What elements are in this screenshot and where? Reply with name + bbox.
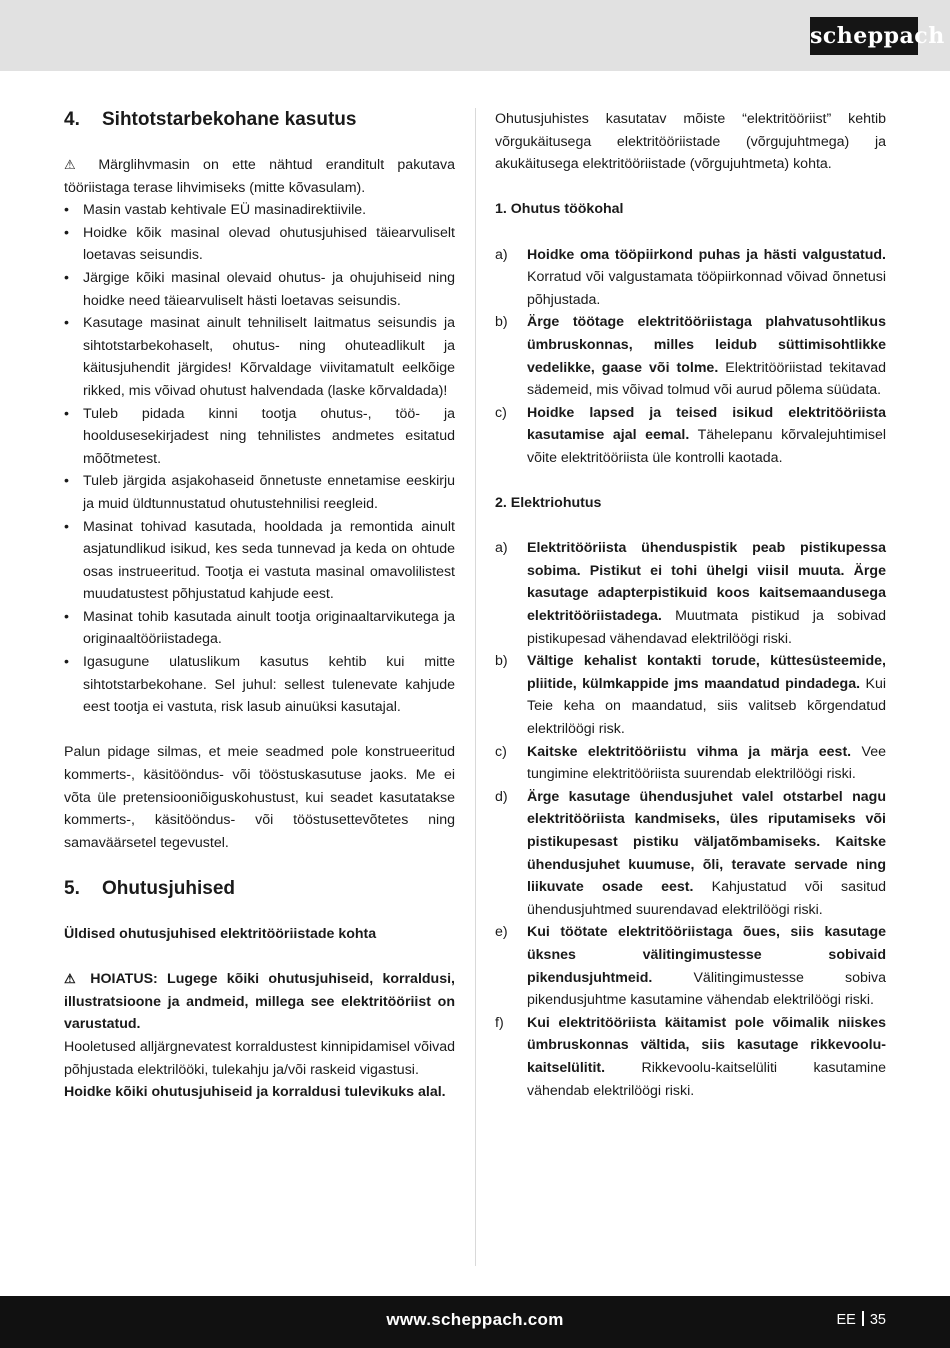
intro-warning-text: Märglihvmasin on ette nähtud eranditult pakutava tööriistaga terase lihvimiseks (mitte kõvasulam). (64, 157, 456, 196)
header-bar (0, 0, 950, 71)
warning-triangle-icon: ⚠ (64, 971, 81, 987)
intro-warning (64, 154, 455, 199)
section-title: Ohutusjuhised (102, 878, 235, 899)
page-number: 35 (869, 1312, 886, 1328)
list-item: • Igasugune ulatuslikum kasutus kehtib kui mitte sihtotstarbekohane. Sel juhul: sellest tulenevate kahjude eest tootja ei vastuta, risk lasub ainuüksi kasutajal. (64, 651, 455, 719)
column-divider (475, 108, 476, 1266)
general-safety-subheading: Üldised ohutusjuhised elektritööriistade kohta (64, 926, 377, 942)
footer-bar (0, 1296, 950, 1348)
page-indicator (837, 1311, 886, 1328)
left-column (64, 108, 455, 1104)
list-item: • Järgige kõiki masinal olevaid ohutus- ja ohujuhiseid ning hoidke need täiearvuliselt hästi loetavas seisundis. (64, 267, 455, 312)
electrical-safety-heading: 2. Elektriohutus (495, 495, 602, 512)
list-item: d) Ärge kasutage ühendusjuhet valel otstarbel nagu elektritööriista kandmiseks, üles riputamiseks või pistikupesast pistiku väljatõmbamiseks. Kaitske ühendusjuhet kuumuse, õli, teravate servade ning liikuvate osade eest. Kahjustatud või sasitud ühendusjuhtmed suurendavad elektrilöögi riski. (495, 788, 886, 918)
list-item: • Tuleb pidada kinni tootja ohutus-, töö- ja hooldusesekirjadest ning tehnilistes andmetes esitatud mõõtmetest. (64, 403, 455, 471)
list-item: b) Ärge töötage elektritööriistaga plahvatusohtlikus ümbruskonnas, milles leidub süttimisohtlikke vedelikke, gaase või tolme. Elektritööriistad tekitavad sädemeid, mis võivad tolmud või aurud põlema süüdata. (495, 314, 887, 399)
warning-text: Hooletused alljärgnevatest korraldustest kinnipidamisel võivad põhjustada elektrilööki, tulekahju ja/või raskeid vigastusi. (64, 1038, 455, 1078)
list-item: a) Hoidke oma tööpiirkond puhas ja hästi valgustatud. Korratud või valgustamata tööpiirkonnad võivad õnnetusi põhjustada. (495, 246, 886, 308)
right-column (495, 108, 886, 1102)
list-item: c) Kaitske elektritööriistu vihma ja märja eest. Vee tungimine elektritööriista suurendab elektrilöögi riski. (495, 743, 886, 783)
section-title: Sihtotstarbekohane kasutus (102, 109, 357, 130)
usage-bullet-list (64, 199, 455, 719)
warning-block (64, 968, 455, 1036)
list-item: • Kasutage masinat ainult tehniliselt laitmatus seisundis ja sihtotstarbekohaselt, ohutus- ning ohuteadlikult ja käitusjuhendit järgides! Kõrvaldage viivitamatult eelkõige rikked, mis võivad ohutust halvendada (laske kõrvaldada)! (64, 312, 455, 402)
section-number: 5. (64, 878, 80, 899)
list-item: a) Elektritööriista ühenduspistik peab pistikupessa sobima. Pistikut ei tohi ühelgi viisil muuta. Ärge kasutage adapterpistikuid koos kaitsemaandusega elektritööriistadega. Muutmata pistikud ja sobivad pistikupesad vähendavad elektrilöögi riski. (495, 540, 886, 647)
commercial-use-paragraph: Palun pidage silmas, et meie seadmed pole konstrueeritud kommerts-, käsitööndus- või tööstuskasutuse jaoks. Me ei võta üle pretensiooniõiguskohustust, kui seadet kasutatakse kommerts-, käsitööndus- või tööstusettevõtetes ning samaväärsetel tegevustel. (64, 744, 455, 851)
definition-paragraph: Ohutusjuhistes kasutatav mõiste “elektritööriist” kehtib võrgukäitusega elektritööriistade (võrgujuhtmega) ja akukäitusega elektritööriistade (võrgujuhtmeta) kohta. (495, 111, 886, 173)
language-code: EE (836, 1312, 856, 1328)
list-item: • Hoidke kõik masinal olevad ohutusjuhised täiearvuliselt loetavas seisundis. (64, 222, 455, 267)
list-item: c) Hoidke lapsed ja teised isikud elektritööriista kasutamise ajal eemal. Tähelepanu kõrvalejuhtimisel võite elektritööriista üle kontrolli kaotada. (495, 404, 886, 466)
section-number: 4. (64, 109, 80, 130)
list-item: b) Vältige kehalist kontakti torude, küttesüsteemide, pliitide, külmkappide jms maandatud pindadega. Kui Teie keha on maandatud, siis valitseb kõrgendatud elektrilöögi risk. (495, 653, 886, 738)
list-item: • Tuleb järgida asjakohaseid õnnetuste ennetamise eeskirju ja muid üldtunnustatud ohutustehnilisi reegleid. (64, 470, 455, 515)
separator (862, 1311, 864, 1326)
warning-bold-text: HOIATUS: Lugege kõiki ohutusjuhiseid, korraldusi, illustratsioone ja andmeid, millega see elektritööriist on varustatud. (64, 971, 455, 1033)
list-item: • Masinat tohivad kasutada, hooldada ja remontida ainult asjatundlikud isikud, kes seda tunnevad ja keda on ohtude osas instrueeritud. Tootja ei vastuta masinal omavolilistest muudatustest põhjustatud kahjude eest. (64, 516, 455, 606)
list-item: • Masinat tohib kasutada ainult tootja originaaltarvikutega ja originaaltööriistadega. (64, 606, 455, 651)
scheppach-logo: scheppach (810, 17, 918, 55)
list-item: e) Kui töötate elektritööriistaga õues, siis kasutage üksnes välitingimustesse sobivaid pikendusjuhtmeid. Välitingimustesse sobiva pikendusjuhtme kasutamine vähendab elektrilöögi riski. (495, 924, 886, 1009)
website-link[interactable]: www.scheppach.com (386, 1310, 564, 1329)
list-item: • Masin vastab kehtivale EÜ masinadirektiivile. (64, 199, 455, 222)
section-4-heading (64, 108, 455, 132)
list-item: f) Kui elektritööriista käitamist pole võimalik niiskes ümbruskonnas vältida, siis kasutage rikkevoolu-kaitselülitit. Rikkevoolu-kaitselüliti kasutamine vähendab elektrilöögi riski. (495, 1014, 886, 1099)
section-5-heading (64, 877, 455, 901)
warning-triangle-icon: ⚠ (64, 157, 86, 172)
workplace-safety-heading: 1. Ohutus töökohal (495, 201, 624, 218)
keep-instructions: Hoidke kõiki ohutusjuhiseid ja korraldusi tulevikuks alal. (64, 1084, 446, 1101)
